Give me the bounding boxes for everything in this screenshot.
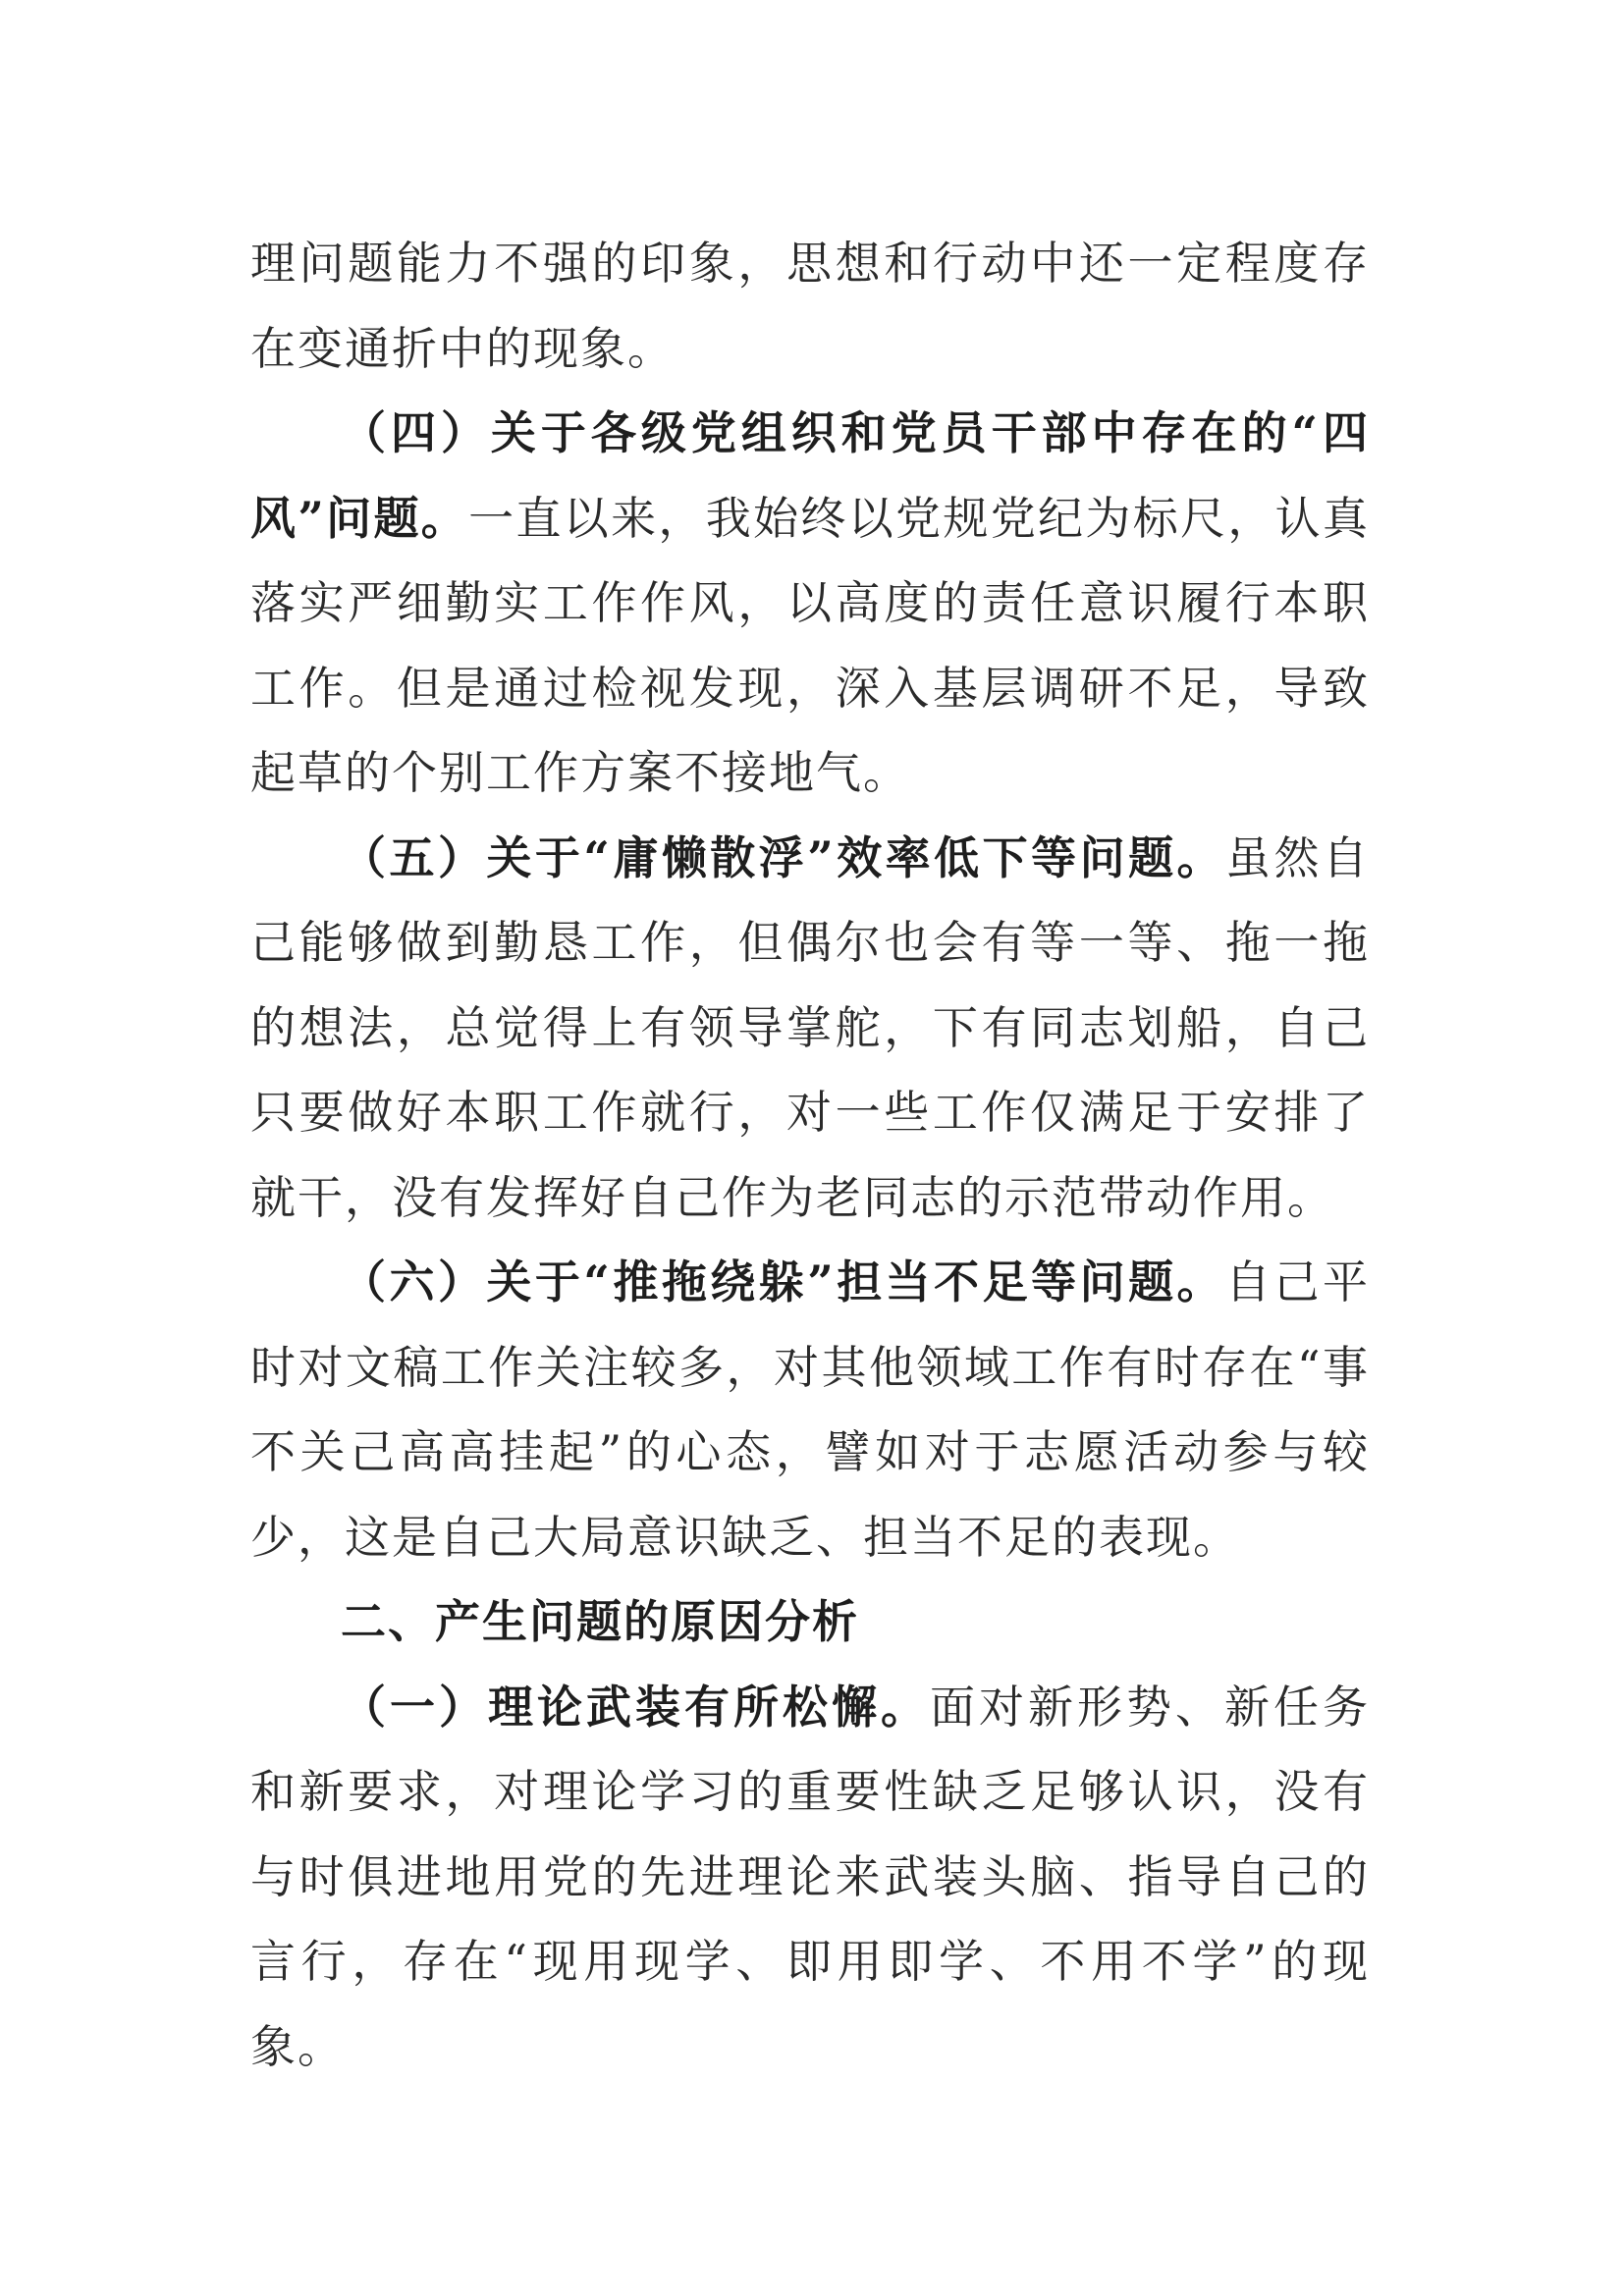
paragraph-responsibility <box>250 1240 1370 1579</box>
paragraph-heading: （一）理论武装有所松懈。 <box>341 1680 930 1734</box>
paragraph-text: 虽然自己能够做到勤恳工作，但偶尔也会有等一等、拖一拖的想法，总觉得上有领导掌舵，下有同志划船，自己只要做好本职工作就行，对一些工作仅满足于安排了就干，没有发挥好自己作为老同志的示范带动作用。 <box>250 830 1371 1224</box>
paragraph-text: 面对新形势、新任务和新要求，对理论学习的重要性缺乏足够认识，没有与时俱进地用党的先进理论来武装头脑、指导自己的言行，存在“现用现学、即用即学、不用不学”的现象。 <box>250 1680 1370 2073</box>
paragraph-four-winds <box>250 391 1370 816</box>
paragraph-theory <box>250 1665 1370 2090</box>
paragraph-heading: （五）关于“庸懒散浮”效率低下等问题。 <box>341 830 1226 884</box>
paragraph-heading: （六）关于“推拖绕躲”担当不足等问题。 <box>341 1255 1226 1308</box>
paragraph-text: 一直以来，我始终以党规党纪为标尺，认真落实严细勤实工作作风，以高度的责任意识履行本职工作。但是通过检视发现，深入基层调研不足，导致起草的个别工作方案不接地气。 <box>250 491 1371 799</box>
paragraph-heading: （四）关于各级党组织和党员干部中存在的“四风”问题。 <box>250 406 1370 545</box>
paragraph-continuation <box>250 221 1370 391</box>
paragraph-text: 自己平时对文稿工作关注较多，对其他领域工作有时存在“事不关己高高挂起”的心态，譬如对于志愿活动参与较少，这是自己大局意识缺乏、担当不足的表现。 <box>250 1255 1371 1564</box>
section-heading: 二、产生问题的原因分析 <box>341 1595 859 1648</box>
document-body <box>250 221 1370 2089</box>
paragraph-lazy-efficiency <box>250 816 1370 1241</box>
paragraph-text: 理问题能力不强的印象，思想和行动中还一定程度存在变通折中的现象。 <box>250 237 1370 375</box>
